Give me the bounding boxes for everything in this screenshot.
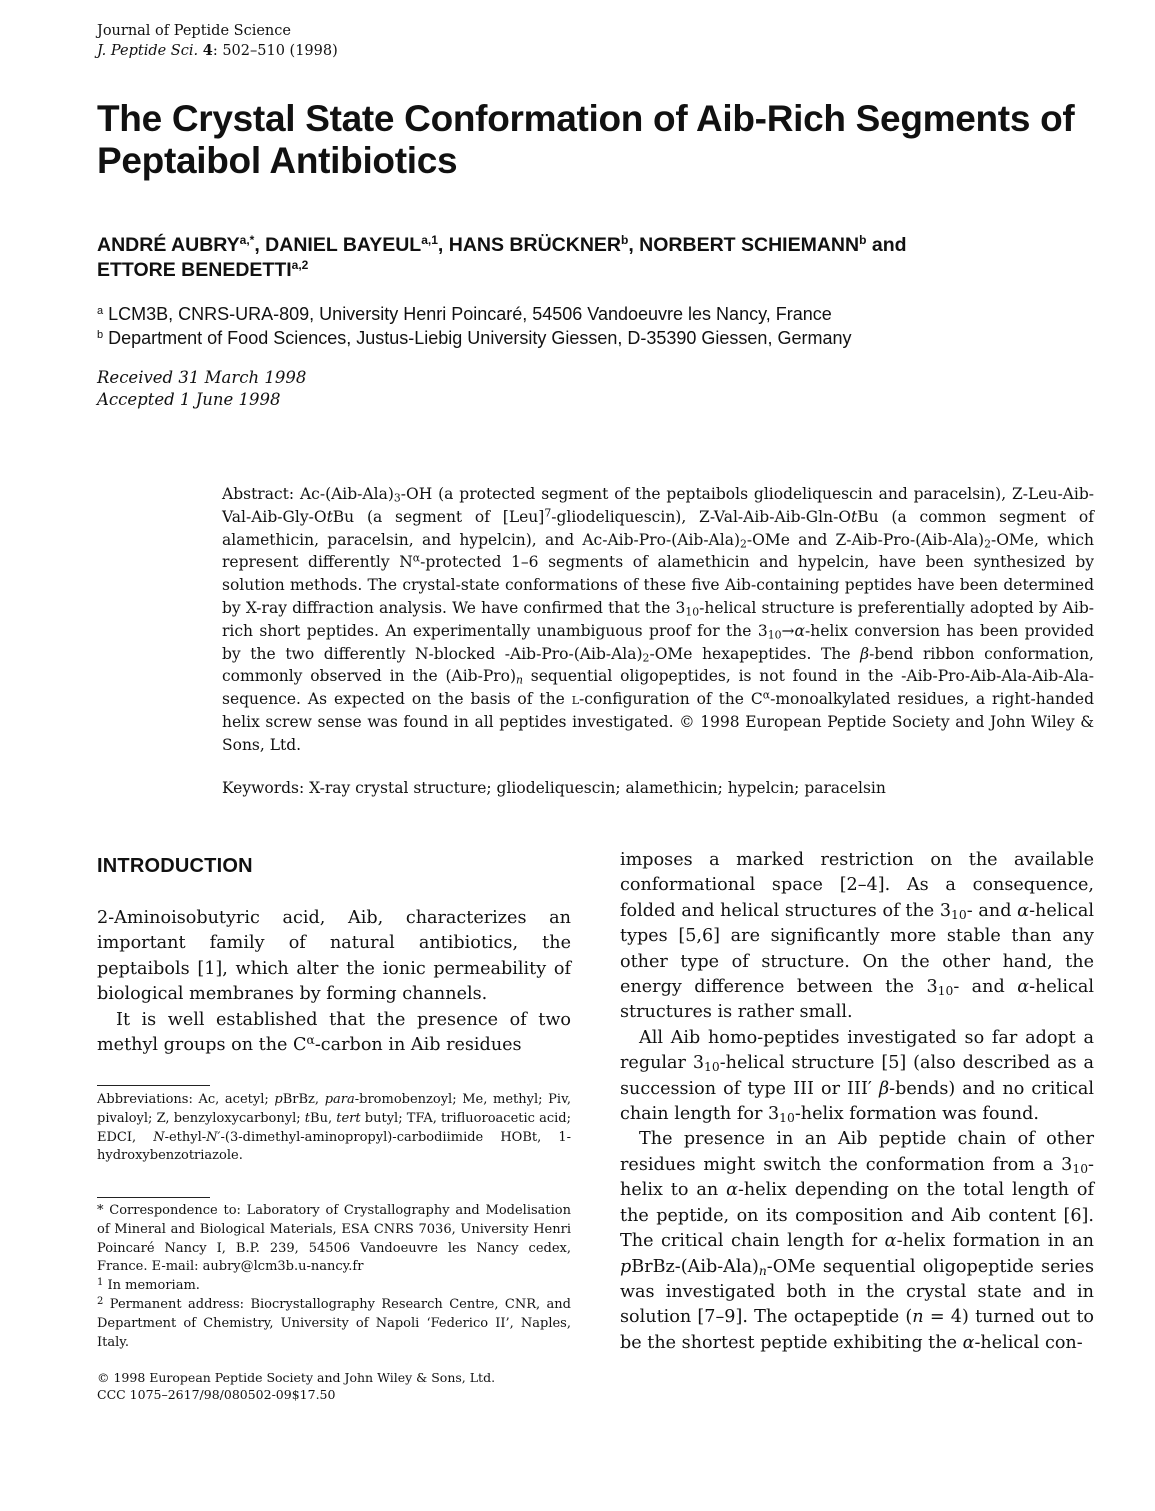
copyright-notice: © 1998 European Peptide Society and John Wiley & Sons, Ltd. CCC 1075–2617/98/080502-09$17.50 [97, 1370, 496, 1402]
affiliation-b: $^b$ Department of Food Sciences, Justus-Liebig University Giessen, D-35390 Giessen, Germany [97, 328, 852, 348]
author-list: ANDRÉ $AUBRY^{a,*}$, DANIEL BAYEUL$^{a,1}$, HANS BRÜCKNER$^b$, NORBERT SCHIEMANN$^b$ and ETTORE BENEDETTI$^{a,2}$ [97, 233, 907, 281]
footnote-abbreviations: Abbreviations: Ac, acetyl; pBrBz, para-bromobenzoyl; Me, methyl; Piv, pivaloyl; Z, benzyloxycarbonyl; tBu, tert butyl; TFA, trifluoroacetic acid; EDCI, N-ethyl-N′-(3-dimethyl-aminopropyl)-carbodiimide HOBt, 1-hydroxybenzotriazole. [97, 1092, 572, 1164]
received-date: Received 31 March 1998 [97, 368, 307, 387]
footnote-divider [97, 1197, 210, 1198]
journal-citation: J. Peptide Sci. 4: 502–510 (1998) [97, 42, 338, 59]
journal-name: Journal of Peptide Science [97, 23, 291, 39]
paper-title: The Crystal State Conformation of Aib-Rich Segments of Peptaibol Antibiotics [97, 98, 1075, 181]
paragraph: imposes a marked restriction on the available conformational space [2–4]. As a consequence, folded and helical structures of the $3_{10}-$ and α-helical types [5,6] are significantly more stable than any other type of structure. On the other hand, the energy difference between the $3_{10}-$ and α-helical structures is rather small. [620, 850, 1094, 1023]
footnote-correspondence: * Correspondence to: Laboratory of Crystallography and Modelisation of Mineral and Biological Materials, ESA CNRS 7036, University Henri Poincaré Nancy I, B.P. 239, 54506 Vandoeuvre les Nancy cedex, France. E-mail: aubry@lcm3b.u-nancy.fr $^1$ In memoriam. $^2$ Permanent address: Biocrystallography Research Centre, CNR, and Department of Chemistry, University of Napoli ‘Federico II’, Naples, Italy. [97, 1203, 571, 1350]
paragraph: The presence in an Aib peptide chain of other residues might switch the conformation from a $3_{10}$-helix to an α-helix depending on the total length of the peptide, on its composition and Aib content [6]. The critical chain length for α-helix formation in an pBrBz-$(Aib-Ala)_n$-OMe sequential oligopeptide series was investigated both in the crystal state and in solution [7–9]. The octapeptide (n = 4) turned out to be the shortest peptide exhibiting the α-helical con- [620, 1129, 1094, 1353]
footnote-divider [97, 1085, 210, 1086]
abstract: Abstract: $Ac-(Aib-Ala)_3-OH$ (a protected segment of the peptaibols gliodeliquescin and paracelsin), Z-Leu-Aib-Val-Aib-Gly-OtBu (a segment of [Leu]$^7$-gliodeliquescin), Z-Val-Aib-Aib-Gln-OtBu (a common segment of alamethicin, paracelsin, and hypelcin), and $Ac-Aib-Pro-(Aib-Ala)_2$-OMe and $Z-Aib-Pro-(Aib-Ala)_2$-OMe, which represent differently $N^\alpha$-protected 1–6 segments of alamethicin and hypelcin, have been synthesized by solution methods. The crystal-state conformations of these five Aib-containing peptides have been determined by X-ray diffraction analysis. We have confirmed that the $3_{10}$-helical structure is preferentially adopted by Aib-rich short peptides. An experimentally unambiguous proof for the $3_{10}\to\alpha$-helix conversion has been provided by the two differently N-blocked $-Aib-Pro-(Aib-Ala)_2$-OMe hexapeptides. The β-bend ribbon conformation, commonly observed in the $(Aib-Pro)_n$ sequential oligopeptides, is not found in the -Aib-Pro-Aib-Ala-Aib-Ala- sequence. As expected on the basis of the l-configuration of the $C^\alpha$-monoalkylated residues, a right-handed helix screw sense was found in all peptides investigated. © 1998 European Peptide Society and John Wiley & Sons, Ltd. [222, 485, 1095, 754]
body-column-right [620, 848, 1094, 1356]
keywords: Keywords: X-ray crystal structure; gliodeliquescin; alamethicin; hypelcin; paracelsin [222, 779, 886, 797]
paragraph: 2-Aminoisobutyric acid, Aib, characterizes an important family of natural antibiotics, the peptaibols [1], which alter the ionic permeability of biological membranes by forming channels. [97, 908, 571, 1005]
affiliation-a: $^a$ LCM3B, CNRS-URA-809, University Henri Poincaré, 54506 Vandoeuvre les Nancy, France [97, 304, 832, 324]
received-accepted-dates [97, 367, 306, 411]
accepted-date: Accepted 1 June 1998 [97, 390, 281, 409]
body-column-left [97, 906, 571, 1058]
paragraph: All Aib homo-peptides investigated so far adopt a regular $3_{10}$-helical structure [5] (also described as a succession of type III or III′ β-bends) and no critical chain length for $3_{10}$-helix formation was found. [620, 1027, 1094, 1126]
journal-header [97, 22, 338, 61]
affiliations [97, 302, 1077, 350]
paragraph: It is well established that the presence of two methyl groups on the $C^\alpha$-carbon in Aib residues [97, 1009, 571, 1056]
section-heading-introduction: INTRODUCTION [97, 855, 253, 877]
